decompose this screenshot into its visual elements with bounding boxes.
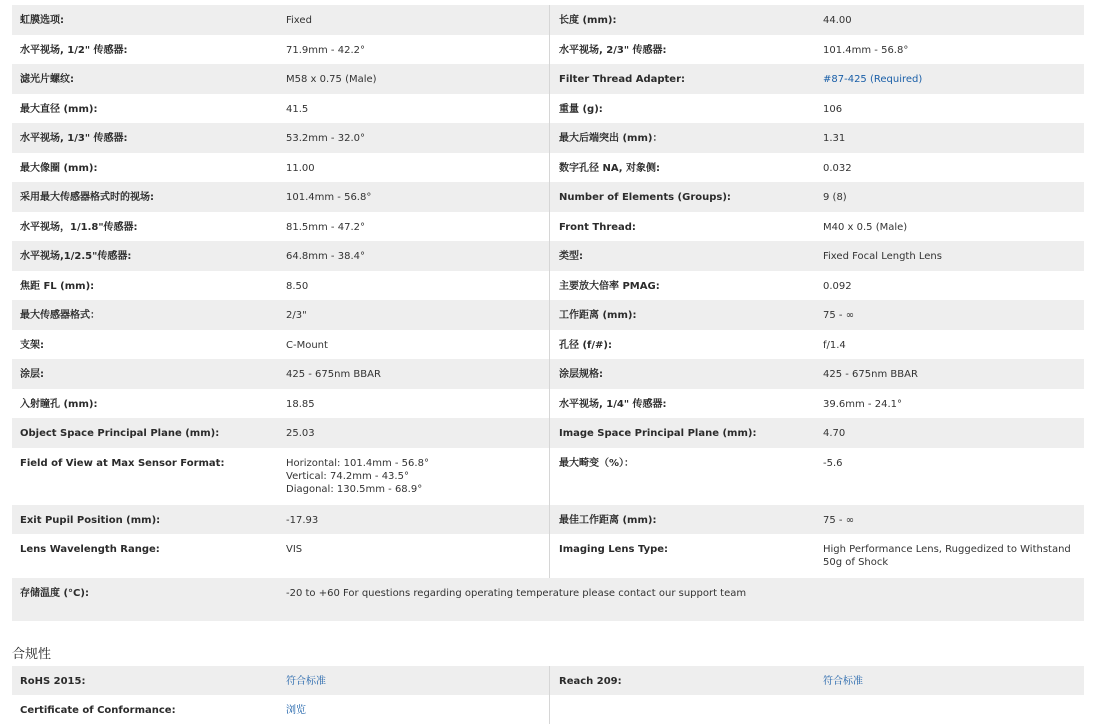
spec-label: 水平视场, 1/3" 传感器: <box>20 133 128 144</box>
spec-label: Front Thread: <box>549 212 815 241</box>
spec-label: Certificate of Conformance: <box>20 705 176 716</box>
spec-label: Image Space Principal Plane (mm): <box>549 418 815 448</box>
spec-label: 水平视场, 1/2" 传感器: <box>20 45 128 56</box>
compliance-table <box>12 666 1084 724</box>
spec-value: f/1.4 <box>823 340 846 351</box>
spec-value: -5.6 <box>823 458 843 469</box>
spec-label: 数字孔径 NA, 对象侧: <box>549 153 815 182</box>
spec-label: Imaging Lens Type: <box>549 534 815 578</box>
spec-label: Lens Wavelength Range: <box>20 544 160 555</box>
spec-value: 101.4mm - 56.8° <box>286 192 372 203</box>
spec-value: 39.6mm - 24.1° <box>823 399 902 410</box>
spec-label: 入射瞳孔 (mm): <box>20 399 98 410</box>
spec-value: M58 x 0.75 (Male) <box>286 74 377 85</box>
spec-row <box>12 330 1084 359</box>
spec-value: M40 x 0.5 (Male) <box>823 222 908 233</box>
spec-value[interactable]: #87-425 (Required) <box>823 74 923 85</box>
spec-label: 最大传感器格式： <box>20 310 100 321</box>
spec-label: 工作距离 (mm): <box>549 300 815 330</box>
compliance-row <box>12 695 1084 724</box>
spec-value: VIS <box>286 544 303 555</box>
spec-value[interactable]: 浏览 <box>286 705 306 716</box>
spec-label: Number of Elements (Groups): <box>549 182 815 212</box>
spec-value: Fixed <box>286 15 312 26</box>
specifications-table <box>12 5 1084 621</box>
spec-label: RoHS 2015: <box>20 676 86 687</box>
spec-value: 75 - ∞ <box>823 515 855 526</box>
spec-value: 425 - 675nm BBAR <box>823 369 918 380</box>
spec-label: 主要放大倍率 PMAG: <box>549 271 815 300</box>
compliance-row <box>12 666 1084 695</box>
spec-label: 水平视场,1/2.5"传感器: <box>20 251 132 262</box>
compliance-section-title: 合规性 <box>12 647 52 662</box>
spec-row <box>12 389 1084 418</box>
spec-value: Fixed Focal Length Lens <box>823 251 942 262</box>
spec-row <box>12 153 1084 182</box>
spec-row <box>12 448 1084 505</box>
spec-label: Exit Pupil Position (mm): <box>20 515 161 526</box>
spec-label: 涂层规格: <box>549 359 815 389</box>
spec-label: Object Space Principal Plane (mm): <box>20 428 220 439</box>
spec-row <box>12 271 1084 300</box>
spec-value: 71.9mm - 42.2° <box>286 45 365 56</box>
spec-row <box>12 5 1084 35</box>
spec-label: 虹膜选项: <box>20 15 64 26</box>
spec-value: 75 - ∞ <box>823 310 855 321</box>
spec-label <box>549 695 815 724</box>
spec-row <box>12 359 1084 389</box>
spec-value: 18.85 <box>286 399 315 410</box>
spec-value[interactable]: 符合标准 <box>286 676 326 687</box>
spec-row <box>12 64 1084 94</box>
spec-row <box>12 123 1084 153</box>
spec-label: 滤光片螺纹: <box>20 74 74 85</box>
spec-value: 101.4mm - 56.8° <box>823 45 909 56</box>
spec-value: 4.70 <box>823 428 846 439</box>
spec-row <box>12 35 1084 64</box>
spec-value: High Performance Lens, Ruggedized to Withstand 50g of Shock <box>823 544 1071 568</box>
spec-label: 孔径 (f/#): <box>549 330 815 359</box>
spec-label: 存储温度 (°C): <box>20 588 89 599</box>
spec-label: 长度 (mm): <box>549 5 815 35</box>
spec-value: 8.50 <box>286 281 309 292</box>
spec-value: 2/3" <box>286 310 307 321</box>
spec-row <box>12 534 1084 578</box>
spec-value: 44.00 <box>823 15 852 26</box>
spec-row <box>12 300 1084 330</box>
spec-row <box>12 578 1084 621</box>
spec-label: 最大直径 (mm): <box>20 104 98 115</box>
spec-value: 9 (8) <box>823 192 847 203</box>
spec-row <box>12 182 1084 212</box>
spec-label: 焦距 FL (mm): <box>20 281 95 292</box>
spec-row <box>12 241 1084 271</box>
spec-label: 水平视场，1/1.8"传感器: <box>20 222 138 233</box>
spec-label: 水平视场, 1/4" 传感器: <box>549 389 815 418</box>
spec-row <box>12 212 1084 241</box>
spec-value: 0.092 <box>823 281 852 292</box>
spec-label: 最大后端突出 (mm)： <box>549 123 815 153</box>
spec-row <box>12 418 1084 448</box>
spec-value: C-Mount <box>286 340 328 351</box>
spec-label: Field of View at Max Sensor Format: <box>20 458 225 469</box>
spec-value: 11.00 <box>286 163 315 174</box>
spec-value: -17.93 <box>286 515 319 526</box>
spec-value: 25.03 <box>286 428 315 439</box>
spec-label: 重量 (g): <box>549 94 815 123</box>
spec-label: 类型: <box>549 241 815 271</box>
spec-value: 0.032 <box>823 163 852 174</box>
spec-value: 41.5 <box>286 104 309 115</box>
spec-label: 最佳工作距离 (mm): <box>549 505 815 534</box>
spec-value: -20 to +60 For questions regarding operating temperature please contact our support team <box>286 588 747 599</box>
spec-label: Reach 209: <box>549 666 815 695</box>
spec-label: 最大畸变（%）： <box>549 448 815 505</box>
spec-value[interactable]: 符合标准 <box>823 676 863 687</box>
spec-label: 水平视场, 2/3" 传感器: <box>549 35 815 64</box>
spec-value: 425 - 675nm BBAR <box>286 369 381 380</box>
spec-label: 涂层: <box>20 369 44 380</box>
spec-value: Horizontal: 101.4mm - 56.8° Vertical: 74.2mm - 43.5° Diagonal: 130.5mm - 68.9° <box>286 458 429 495</box>
spec-value: 81.5mm - 47.2° <box>286 222 365 233</box>
spec-label: Filter Thread Adapter: <box>549 64 815 94</box>
spec-label: 最大像圈 (mm): <box>20 163 98 174</box>
spec-label: 支架: <box>20 340 44 351</box>
spec-value: 53.2mm - 32.0° <box>286 133 365 144</box>
spec-value <box>815 695 1084 704</box>
spec-value: 106 <box>823 104 843 115</box>
spec-value: 1.31 <box>823 133 846 144</box>
spec-row <box>12 505 1084 534</box>
spec-value: 64.8mm - 38.4° <box>286 251 365 262</box>
spec-row <box>12 94 1084 123</box>
spec-label: 采用最大传感器格式时的视场: <box>20 192 154 203</box>
